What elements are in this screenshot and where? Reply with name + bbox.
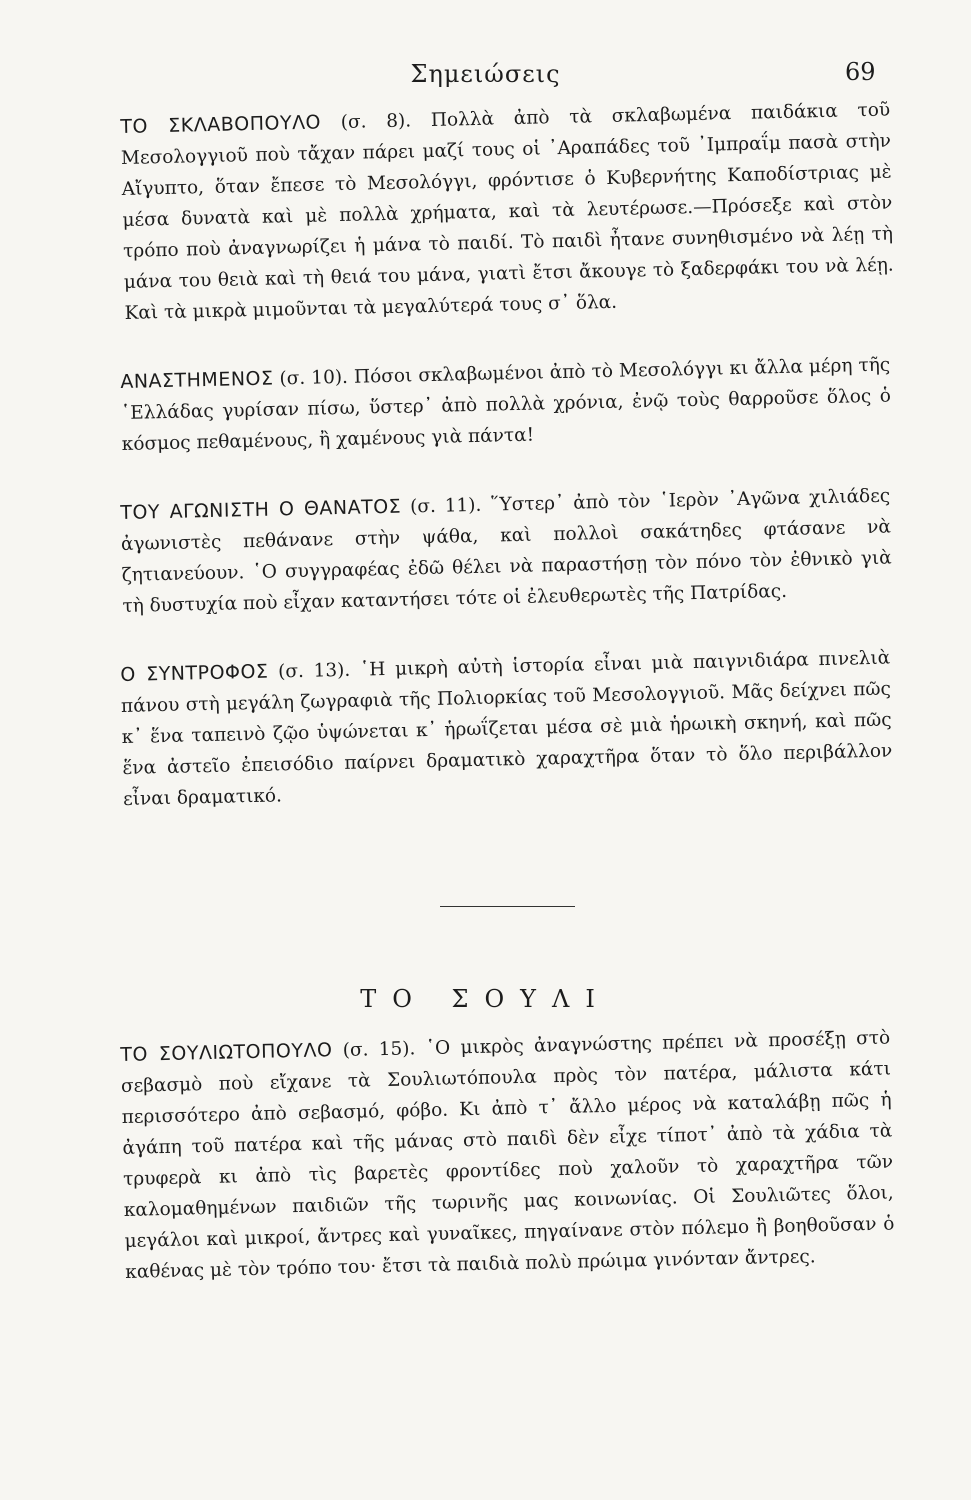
note-heading: ΤΟ ΣΚΛΑΒΟΠΟΥΛΟ [120, 111, 322, 138]
running-title: Σημειώσεις [410, 60, 561, 88]
souli-notes-section [120, 1027, 895, 1326]
note-syntrofos [120, 643, 893, 815]
note-anastimenos [120, 350, 892, 460]
note-page-ref: (σ. 15). [332, 1038, 426, 1062]
note-heading: ΑΝΑΣΤΗΜΕΝΟΣ [120, 367, 274, 393]
note-heading: ΤΟΥ ΑΓΩΝΙΣΤΗ Ο ΘΑΝΑΤΟΣ [120, 495, 402, 524]
note-text: ῾Ο μικρὸς ἀναγνώστης πρέπει νὰ προσέξῃ στὸ σεβασμὸ ποὺ εἴχανε τὰ Σουλιωτόπουλα πρὸς τὸν πατέρα, μάλιστα κάτι περισσότερο ἀπὸ σεβασμό, φόβο. Κι ἀπὸ τ᾽ ἄλλο μέρος νὰ καταλάβῃ πῶς ἡ ἀγάπη τοῦ πατέρα καὶ τῆς μάνας στὸ παιδὶ δὲν εἶχε τίποτ᾽ ἀπὸ τὰ χάδια τὰ τρυφερὰ κι ἀπὸ τὶς βαρετὲς φροντίδες ποὺ χαλοῦν τὸ χαραχτῆρα τῶν καλομαθημένων παιδιῶν τῆς τωρινῆς μας κοινωνίας. Οἱ Σουλιῶτες ὅλοι, μεγάλοι καὶ μικροί, ἄντρες καὶ γυναῖκες, πηγαίνανε στὸν πόλεμο ἢ βοηθοῦσαν ὁ καθένας μὲ τὸν τρόπο του· ἔτσι τὰ παιδιὰ πολὺ πρώιμα γινόνταν ἄντρες. [120, 1027, 895, 1283]
note-sklavopoulo [120, 95, 895, 329]
note-page-ref: (σ. 11). [400, 494, 491, 518]
note-heading: Ο ΣΥΝΤΡΟΦΟΣ [120, 660, 269, 686]
notes-section [120, 99, 894, 853]
note-text: Πολλὰ ἀπὸ τὰ σκλαβωμένα παιδάκια τοῦ Μεσολογγιοῦ ποὺ τἄχαν πάρει μαζί τους οἱ ᾽Αραπάδες τοῦ ᾽Ιμπραΐμ πασὰ στὴν Αἴγυπτο, ὅταν ἔπεσε τὸ Μεσολόγγι, φρόντισε ὁ Κυβερνήτης Καποδίστριας μὲ μέσα δυνατὰ καὶ μὲ πολλὰ χρήματα, καὶ τὰ λευτέρωσε.—Πρόσεξε καὶ στὸν τρόπο ποὺ ἀναγνωρίζει ἡ μάνα τὸ παιδί. Τὸ παιδὶ ἦτανε συνηθισμένο νὰ λέῃ τὴ μάνα του θειὰ καὶ τὴ θειά του μάνα, γιατὶ ἔτσι ἄκουγε τὸ ξαδερφάκι του νὰ λέῃ. Καὶ τὰ μικρὰ μιμοῦνται τὰ μεγαλύτερά τους σ᾽ ὅλα. [120, 99, 894, 324]
note-page-ref: (σ. 10). [273, 366, 355, 390]
page-number: 69 [845, 58, 876, 86]
note-page-ref: (σ. 13). [268, 659, 361, 683]
note-text: ῞Υστερ᾽ ἀπὸ τὸν ῾Ιερὸν ᾽Αγῶνα χιλιάδες ἀγωνιστὲς πεθάνανε στὴν ψάθα, καὶ πολλοὶ σακάτηδες φτάσανε νὰ ζητιανεύουν. ῾Ο συγγραφέας ἐδῶ θέλει νὰ παραστήσῃ τὸν πόνο τὸν ἐθνικὸ γιὰ τὴ δυστυχία ποὺ εἶχαν καταντήσει τότε οἱ ἐλευθερωτὲς τῆς Πατρίδας. [120, 485, 892, 617]
note-agonisti-thanatos [120, 481, 893, 622]
note-page-ref: (σ. 8). [320, 109, 432, 134]
note-text: ῾Η μικρὴ αὐτὴ ἱστορία εἶναι μιὰ παιγνιδιάρα πινελιὰ πάνου στὴ μεγάλη ζωγραφιὰ τῆς Πολιορκίας τοῦ Μεσολογγιοῦ. Μᾶς δείχνει πῶς κ᾽ ἕνα ταπεινὸ ζῷο ὑψώνεται κ᾽ ἡρωΐζεται μέσα σὲ μιὰ ἡρωικὴ σκηνή, καὶ πῶς ἕνα ἀστεῖο ἐπεισόδιο παίρνει δραματικὸ χαραχτῆρα ὅταν τὸ ὅλο περιβάλλον εἶναι δραματικό. [120, 647, 893, 810]
note-souliotopoulo [120, 1023, 895, 1288]
section-divider [440, 906, 575, 907]
note-text: Πόσοι σκλαβωμένοι ἀπὸ τὸ Μεσολόγγι κι ἄλλα μέρη τῆς ῾Ελλάδας γυρίσαν πίσω, ὕστερ᾽ ἀπὸ πολλὰ χρόνια, ἐνῷ τοὺς θαρροῦσε ὅλος ὁ κόσμος πεθαμένους, ἢ χαμένους γιὰ πάντα! [120, 354, 892, 455]
section-title: ΤΟ ΣΟΥΛΙ [360, 985, 611, 1013]
note-heading: ΤΟ ΣΟΥΛΙΩΤΟΠΟΥΛΟ [120, 1039, 333, 1066]
